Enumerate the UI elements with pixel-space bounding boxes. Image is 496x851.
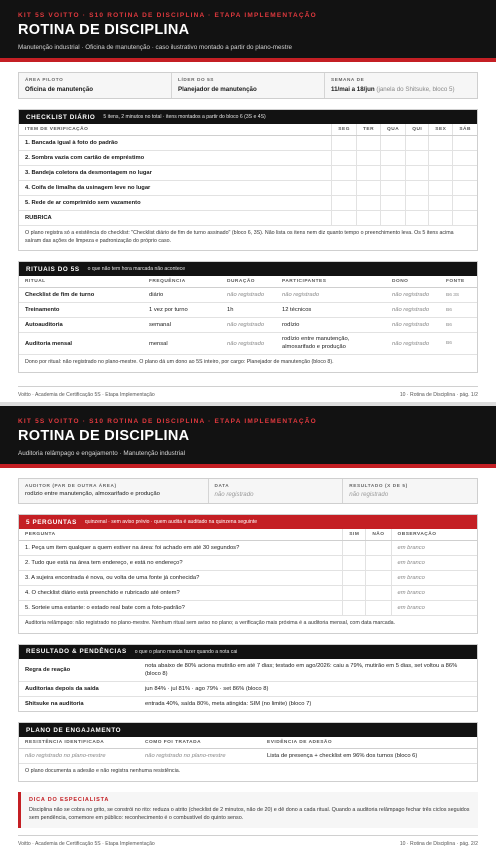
col-duracao: DURAÇÃO [221, 276, 276, 288]
col-participantes: PARTICIPANTES [276, 276, 386, 288]
check-cell[interactable] [332, 166, 357, 181]
engagement-footnote: O plano documenta a adesão e não registra nenhuma resistência. [25, 768, 181, 775]
result-key: Auditorias depois da saída [19, 681, 139, 696]
expert-tip [18, 792, 478, 828]
table-row [19, 556, 477, 571]
footer-left: Voitto · Academia de Certificação 5S · Etapa Implementação [18, 840, 155, 847]
footer-right: 10 · Rotina de Disciplina · pág. 2/2 [399, 840, 478, 847]
table-row [19, 196, 477, 211]
page-footer [18, 835, 478, 851]
ritual-dur: não registrado [221, 333, 276, 355]
table-row [19, 166, 477, 181]
checklist-item: 3. Bandeja coletora da desmontagem no lugar [19, 166, 332, 181]
ritual-owner: não registrado [386, 288, 440, 303]
header-band [0, 406, 496, 468]
ritual-freq: 1 vez por turno [143, 303, 221, 318]
nao-cell[interactable] [366, 586, 391, 601]
meta-value: rodízio entre manutenção, almoxarifado e produção [25, 491, 160, 497]
meta-value: não registrado [214, 491, 254, 498]
check-cell[interactable] [453, 196, 477, 211]
ritual-source: B6 3S [440, 288, 477, 303]
table-row [19, 181, 477, 196]
check-cell[interactable] [406, 166, 429, 181]
page-1 [0, 0, 496, 402]
checklist-footnote: O plano registra só a existência do checklist: "Checklist diário de fim de turno assinado" (bloco 6, 3S). Não lista os itens nem diz quanto tempo o preenchimento leva. Os 5 itens acima saíram das ações de limpeza e padronização do próprio caso. [25, 230, 454, 244]
col-qua: QUA [381, 124, 406, 136]
checklist-box [18, 109, 478, 251]
sim-cell[interactable] [343, 541, 366, 556]
table-row [19, 659, 477, 682]
check-cell[interactable] [429, 181, 453, 196]
question-text: 1. Peça um item qualquer a quem estiver na área: foi achado em até 30 segundos? [19, 541, 343, 556]
rituals-footnote: Dono por ritual: não registrado no plano-mestre. O plano dá um dono ao 5S inteiro, por cargo: Planejador de manutenção (bloco 8). [25, 359, 334, 366]
check-cell[interactable] [332, 151, 357, 166]
meta-value: Oficina de manutenção [25, 86, 94, 93]
checklist-heading: CHECKLIST DIÁRIO [26, 113, 96, 121]
ritual-part: 12 técnicos [276, 303, 386, 318]
check-cell[interactable] [381, 151, 406, 166]
check-cell[interactable] [406, 136, 429, 151]
meta-week [325, 73, 477, 98]
check-cell[interactable] [332, 196, 357, 211]
ritual-source: B6 [440, 333, 477, 355]
check-cell[interactable] [453, 166, 477, 181]
kicker: KIT 5S VOITTO · S10 ROTINA DE DISCIPLINA · ETAPA IMPLEMENTAÇÃO [18, 418, 317, 425]
ritual-name: Checklist de fim de turno [19, 288, 143, 303]
check-cell[interactable] [453, 181, 477, 196]
question-text: 2. Tudo que está na área tem endereço, e está no endereço? [19, 556, 343, 571]
check-cell[interactable] [406, 211, 429, 226]
observation-cell[interactable]: em branco [391, 601, 477, 616]
ritual-dur: não registrado [221, 318, 276, 333]
col-freq: FREQUÊNCIA [143, 276, 221, 288]
ritual-owner: não registrado [386, 318, 440, 333]
result-value: jun 84% · jul 81% · ago 79% · set 86% (bloco 8) [139, 681, 477, 696]
col-sim: SIM [343, 529, 366, 541]
observation-cell[interactable]: em branco [391, 556, 477, 571]
ritual-part: rodízio entre manutenção, almoxarifado e produção [276, 333, 386, 355]
table-row [19, 696, 477, 711]
col-ritual: RITUAL [19, 276, 143, 288]
check-cell[interactable] [381, 181, 406, 196]
check-cell[interactable] [429, 166, 453, 181]
check-cell[interactable] [356, 211, 380, 226]
col-item: ITEM DE VERIFICAÇÃO [19, 124, 332, 136]
meta-label: AUDITOR (PAR DE OUTRA ÁREA) [25, 483, 117, 488]
checklist-item: 2. Sombra vazia com cartão de empréstimo [19, 151, 332, 166]
table-row [19, 586, 477, 601]
checklist-table [19, 124, 477, 226]
check-cell[interactable] [453, 136, 477, 151]
table-row [19, 541, 477, 556]
table-row [19, 288, 477, 303]
meta-area [19, 73, 172, 98]
check-cell[interactable] [453, 151, 477, 166]
meta-row [18, 72, 478, 99]
meta-label: LÍDER DO 5S [178, 77, 215, 82]
meta-value: não registrado [349, 491, 389, 498]
footer-left: Voitto · Academia de Certificação 5S · Etapa Implementação [18, 391, 155, 398]
meta-leader [172, 73, 325, 98]
results-box [18, 644, 478, 713]
ritual-freq: semanal [143, 318, 221, 333]
meta-label: DATA [214, 483, 230, 488]
ritual-part: não registrado [276, 288, 386, 303]
ritual-freq: mensal [143, 333, 221, 355]
check-cell[interactable] [381, 196, 406, 211]
check-cell[interactable] [406, 196, 429, 211]
results-table [19, 659, 477, 712]
sim-cell[interactable] [343, 586, 366, 601]
audit-meta-row [18, 478, 478, 504]
nao-cell[interactable] [366, 556, 391, 571]
ritual-source: B6 [440, 318, 477, 333]
rituals-box [18, 261, 478, 373]
check-cell[interactable] [429, 196, 453, 211]
col-evidencia: EVIDÊNCIA DE ADESÃO [261, 737, 477, 749]
engagement-cell: não registrado no plano-mestre [139, 749, 261, 764]
ritual-owner: não registrado [386, 333, 440, 355]
table-row [19, 571, 477, 586]
engagement-box [18, 722, 478, 782]
page-title: ROTINA DE DISCIPLINA [18, 22, 190, 38]
checklist-item: 1. Bancada igual à foto do padrão [19, 136, 332, 151]
page-2 [0, 406, 496, 851]
questions-box [18, 514, 478, 634]
ritual-freq: diário [143, 288, 221, 303]
question-text: 3. A sujeira encontrada é nova, ou volta de uma fonte já conhecida? [19, 571, 343, 586]
table-row [19, 749, 477, 764]
check-cell[interactable] [406, 151, 429, 166]
check-cell[interactable] [429, 136, 453, 151]
check-cell[interactable] [429, 211, 453, 226]
nao-cell[interactable] [366, 541, 391, 556]
check-cell[interactable] [453, 211, 477, 226]
table-row [19, 333, 477, 355]
meta-auditor [19, 479, 209, 503]
meta-label: RESULTADO (X DE 5) [349, 483, 408, 488]
meta-date [209, 479, 344, 503]
tip-heading: DICA DO ESPECIALISTA [29, 797, 110, 804]
observation-cell[interactable]: em branco [391, 541, 477, 556]
col-dono: DONO [386, 276, 440, 288]
table-row [19, 681, 477, 696]
checklist-note: 5 itens, 2 minutos no total · itens montados a partir do bloco 6 (3S e 4S) [103, 114, 266, 120]
sim-cell[interactable] [343, 571, 366, 586]
col-ter: TER [356, 124, 380, 136]
questions-note: quinzenal · sem aviso prévio · quem audita é auditado na quinzena seguinte [84, 519, 258, 525]
observation-cell[interactable]: em branco [391, 571, 477, 586]
results-header [19, 645, 477, 659]
result-value: entrada 40%, saída 80%, meta atingida: SIM (no limite) (bloco 7) [145, 701, 312, 708]
check-cell[interactable] [332, 136, 357, 151]
week-range: 11/mai a 18/jun [331, 86, 375, 93]
table-row [19, 211, 477, 226]
observation-cell[interactable]: em branco [391, 586, 477, 601]
question-text: 4. O checklist diário está preenchido e rubricado até ontem? [19, 586, 343, 601]
checklist-rubric: RUBRICA [19, 211, 332, 226]
check-cell[interactable] [381, 136, 406, 151]
table-row [19, 303, 477, 318]
col-observacao: OBSERVAÇÃO [391, 529, 477, 541]
meta-result [343, 479, 477, 503]
check-cell[interactable] [381, 166, 406, 181]
check-cell[interactable] [356, 196, 380, 211]
checklist-item: 5. Rede de ar comprimido sem vazamento [19, 196, 332, 211]
rituals-heading: RITUAIS DO 5S [26, 265, 80, 273]
engagement-cell: Lista de presença + checklist em 96% dos turnos (bloco 6) [261, 749, 477, 764]
ritual-name: Auditoria mensal [19, 333, 143, 355]
question-text: 5. Sorteie uma estante: o estado real bate com a foto-padrão? [19, 601, 343, 616]
check-cell[interactable] [332, 211, 357, 226]
sim-cell[interactable] [343, 601, 366, 616]
tip-text: Disciplina não se cobra no grito, se constrói no rito: reduza o atrito (checklist de 2 minutos, não de 20) e dê dono a cada ritual. Quando a auditoria relâmpago fechar três ciclos seguidos sem pendência, comemore em público: reconhecimento é o combustível do quinto senso. [29, 807, 470, 822]
ritual-name: Autoauditoria [19, 318, 143, 333]
page-subtitle: Manutenção industrial · Oficina de manutenção · caso ilustrativo montado a partir do plano-mestre [18, 44, 293, 51]
check-cell[interactable] [356, 181, 380, 196]
questions-footnote: Auditoria relâmpago: não registrado no plano-mestre. Nenhum ritual sem aviso no plano; a verificação mais próxima é a auditoria mensal, com data marcada. [25, 620, 396, 626]
col-nao: NÃO [366, 529, 391, 541]
engagement-heading: PLANO DE ENGAJAMENTO [26, 726, 122, 734]
col-seg: SEG [332, 124, 357, 136]
rituals-note: o que não tem hora marcada não acontece [87, 266, 186, 273]
footer-right: 10 · Rotina de Disciplina · pág. 1/2 [399, 391, 478, 398]
result-value: nota abaixo de 80% aciona mutirão em até 7 dias; testado em ago/2026: caiu a 79%, mutirão em 5 dias, set voltou a 86% (bloco 8) [139, 659, 477, 682]
week-note: (janela do Shitsuke, bloco 5) [376, 86, 455, 93]
engagement-header [19, 723, 477, 737]
check-cell[interactable] [429, 151, 453, 166]
col-fonte: FONTE [440, 276, 477, 288]
check-cell[interactable] [406, 181, 429, 196]
meta-value: Planejador de manutenção [178, 86, 257, 93]
table-row [19, 136, 477, 151]
checklist-item: 4. Coifa de limalha da usinagem leve no lugar [19, 181, 332, 196]
nao-cell[interactable] [366, 571, 391, 586]
col-sab: SÁB [453, 124, 477, 136]
result-key: Shitsuke na auditoria [25, 701, 84, 708]
ritual-owner: não registrado [386, 303, 440, 318]
check-cell[interactable] [356, 151, 380, 166]
rituals-table [19, 276, 477, 355]
table-row [19, 601, 477, 616]
meta-label: ÁREA PILOTO [25, 77, 64, 82]
check-cell[interactable] [356, 136, 380, 151]
table-row [19, 151, 477, 166]
ritual-dur: 1h [221, 303, 276, 318]
ritual-dur: não registrado [221, 288, 276, 303]
col-sex: SEX [429, 124, 453, 136]
col-pergunta: PERGUNTA [19, 529, 343, 541]
questions-heading: 5 PERGUNTAS [26, 518, 77, 526]
header-band [0, 0, 496, 62]
rituals-header [19, 262, 477, 276]
result-key: Regra de reação [19, 659, 139, 682]
questions-header [19, 515, 477, 529]
nao-cell[interactable] [366, 601, 391, 616]
meta-label: SEMANA DE [331, 77, 365, 82]
ritual-name: Treinamento [19, 303, 143, 318]
engagement-cell: não registrado no plano-mestre [19, 749, 139, 764]
engagement-table [19, 737, 477, 764]
col-resistencia: RESISTÊNCIA IDENTIFICADA [19, 737, 139, 749]
ritual-part: rodízio [276, 318, 386, 333]
meta-value [331, 86, 471, 93]
col-tratamento: COMO FOI TRATADA [139, 737, 261, 749]
check-cell[interactable] [381, 211, 406, 226]
check-cell[interactable] [356, 166, 380, 181]
kicker: KIT 5S VOITTO · S10 ROTINA DE DISCIPLINA · ETAPA IMPLEMENTAÇÃO [18, 12, 317, 19]
results-heading: RESULTADO & PENDÊNCIAS [26, 648, 127, 656]
col-qui: QUI [406, 124, 429, 136]
page-subtitle: Auditoria relâmpago e engajamento · Manutenção industrial [18, 450, 185, 457]
checklist-header [19, 110, 477, 124]
ritual-source: B6 [440, 303, 477, 318]
page-title: ROTINA DE DISCIPLINA [18, 428, 190, 444]
page-footer [18, 386, 478, 402]
table-row [19, 318, 477, 333]
check-cell[interactable] [332, 181, 357, 196]
questions-table [19, 529, 477, 616]
results-note: o que o plano manda fazer quando a nota cai [134, 648, 238, 655]
sim-cell[interactable] [343, 556, 366, 571]
